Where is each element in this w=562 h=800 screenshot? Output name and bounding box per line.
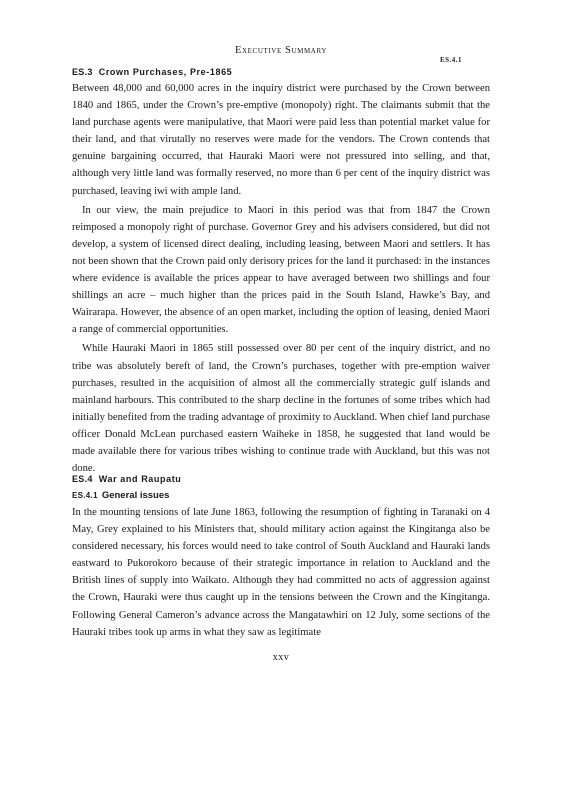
paragraph: While Hauraki Maori in 1865 still possessed over 80 per cent of the inquiry district, and no tribe was absolutely bereft of land, the Crown’s purchases, together with pre-emption waiver purchases, resulted in the acquisition of almost all the commercially strategic gulf islands and mainland harbours. This contributed to the sharp decline in the fortunes of some tribes which had initially benefited from the trading advantage of proximity to Auckland. When chief land purchase officer Donald McLean purchased eastern Waiheke in 1858, he suggested that land would be made available there for various tribes wishing to continue trade with Auckland, but this was not done. [72, 343, 490, 475]
running-head: Executive Summary [235, 45, 327, 56]
subsection-title: General issues [101, 490, 170, 501]
page-number: xxv [272, 652, 290, 663]
paragraph: In our view, the main prejudice to Maori in this period was that from 1847 the Crown reimposed a monopoly right of purchase. Governor Grey and his advisers considered, but did not develop, a system of licensed direct dealing, including leasing, between Maori and settlers. It has not been shown that the Crown paid only derisory prices for the land it purchased: in the instances where evidence is available the prices appear to have averaged between two shillings and four shillings an acre – much higher than the prices paid in the South Island, Hawke’s Bay, and Wairarapa. However, the absence of an open market, including the option of leasing, denied Maori a range of commercial opportunities. [72, 204, 490, 336]
paragraph: Between 48,000 and 60,000 acres in the inquiry district were purchased by the Crown between 1840 and 1865, under the Crown’s pre-emptive (monopoly) right. The claimants submit that the land purchase agents were manipulative, that Maori were paid less than potential market value for their land, and that virutally no reserves were made for the vendors. The Crown contends that genuine bargaining occurred, that Hauraki Maori were not pressured into selling, and that, although very little land was formally reserved, no more than 6 per cent of the inquiry district was purchased, leaving iwi with ample land. [72, 83, 490, 197]
section-number: ES.3 [72, 67, 93, 77]
section-es3 [72, 67, 490, 477]
section-number: ES.4 [72, 474, 93, 484]
subsection-number: ES.4.1 [72, 491, 98, 500]
paragraph: In the mounting tensions of late June 1863, following the resumption of fighting in Taranaki on 4 May, Grey explained to his Ministers that, should military action against the Kingitanga also be considered necessary, his forces would need to take control of South Auckland and Hauraki lands eastward to Pukorokoro because of their strategic importance in relation to Auckland and the British lines of supply into Waikato. Although they had committed no acts of aggression against the Crown, Hauraki were thus caught up in the tensions between the Crown and the Kingitanga. Following General Cameron’s advance across the Mangatawhiri on 12 July, some sections of the Hauraki tribes took up arms in what they saw as legitimate [72, 507, 490, 638]
section-title: War and Raupatu [98, 474, 182, 484]
section-title: Crown Purchases, Pre-1865 [98, 67, 233, 77]
subsection-heading [72, 490, 490, 501]
section-es4 [72, 474, 490, 641]
section-heading-es3 [72, 67, 490, 77]
section-heading-es4 [72, 474, 490, 484]
page-reference: ES.4.1 [439, 56, 462, 64]
